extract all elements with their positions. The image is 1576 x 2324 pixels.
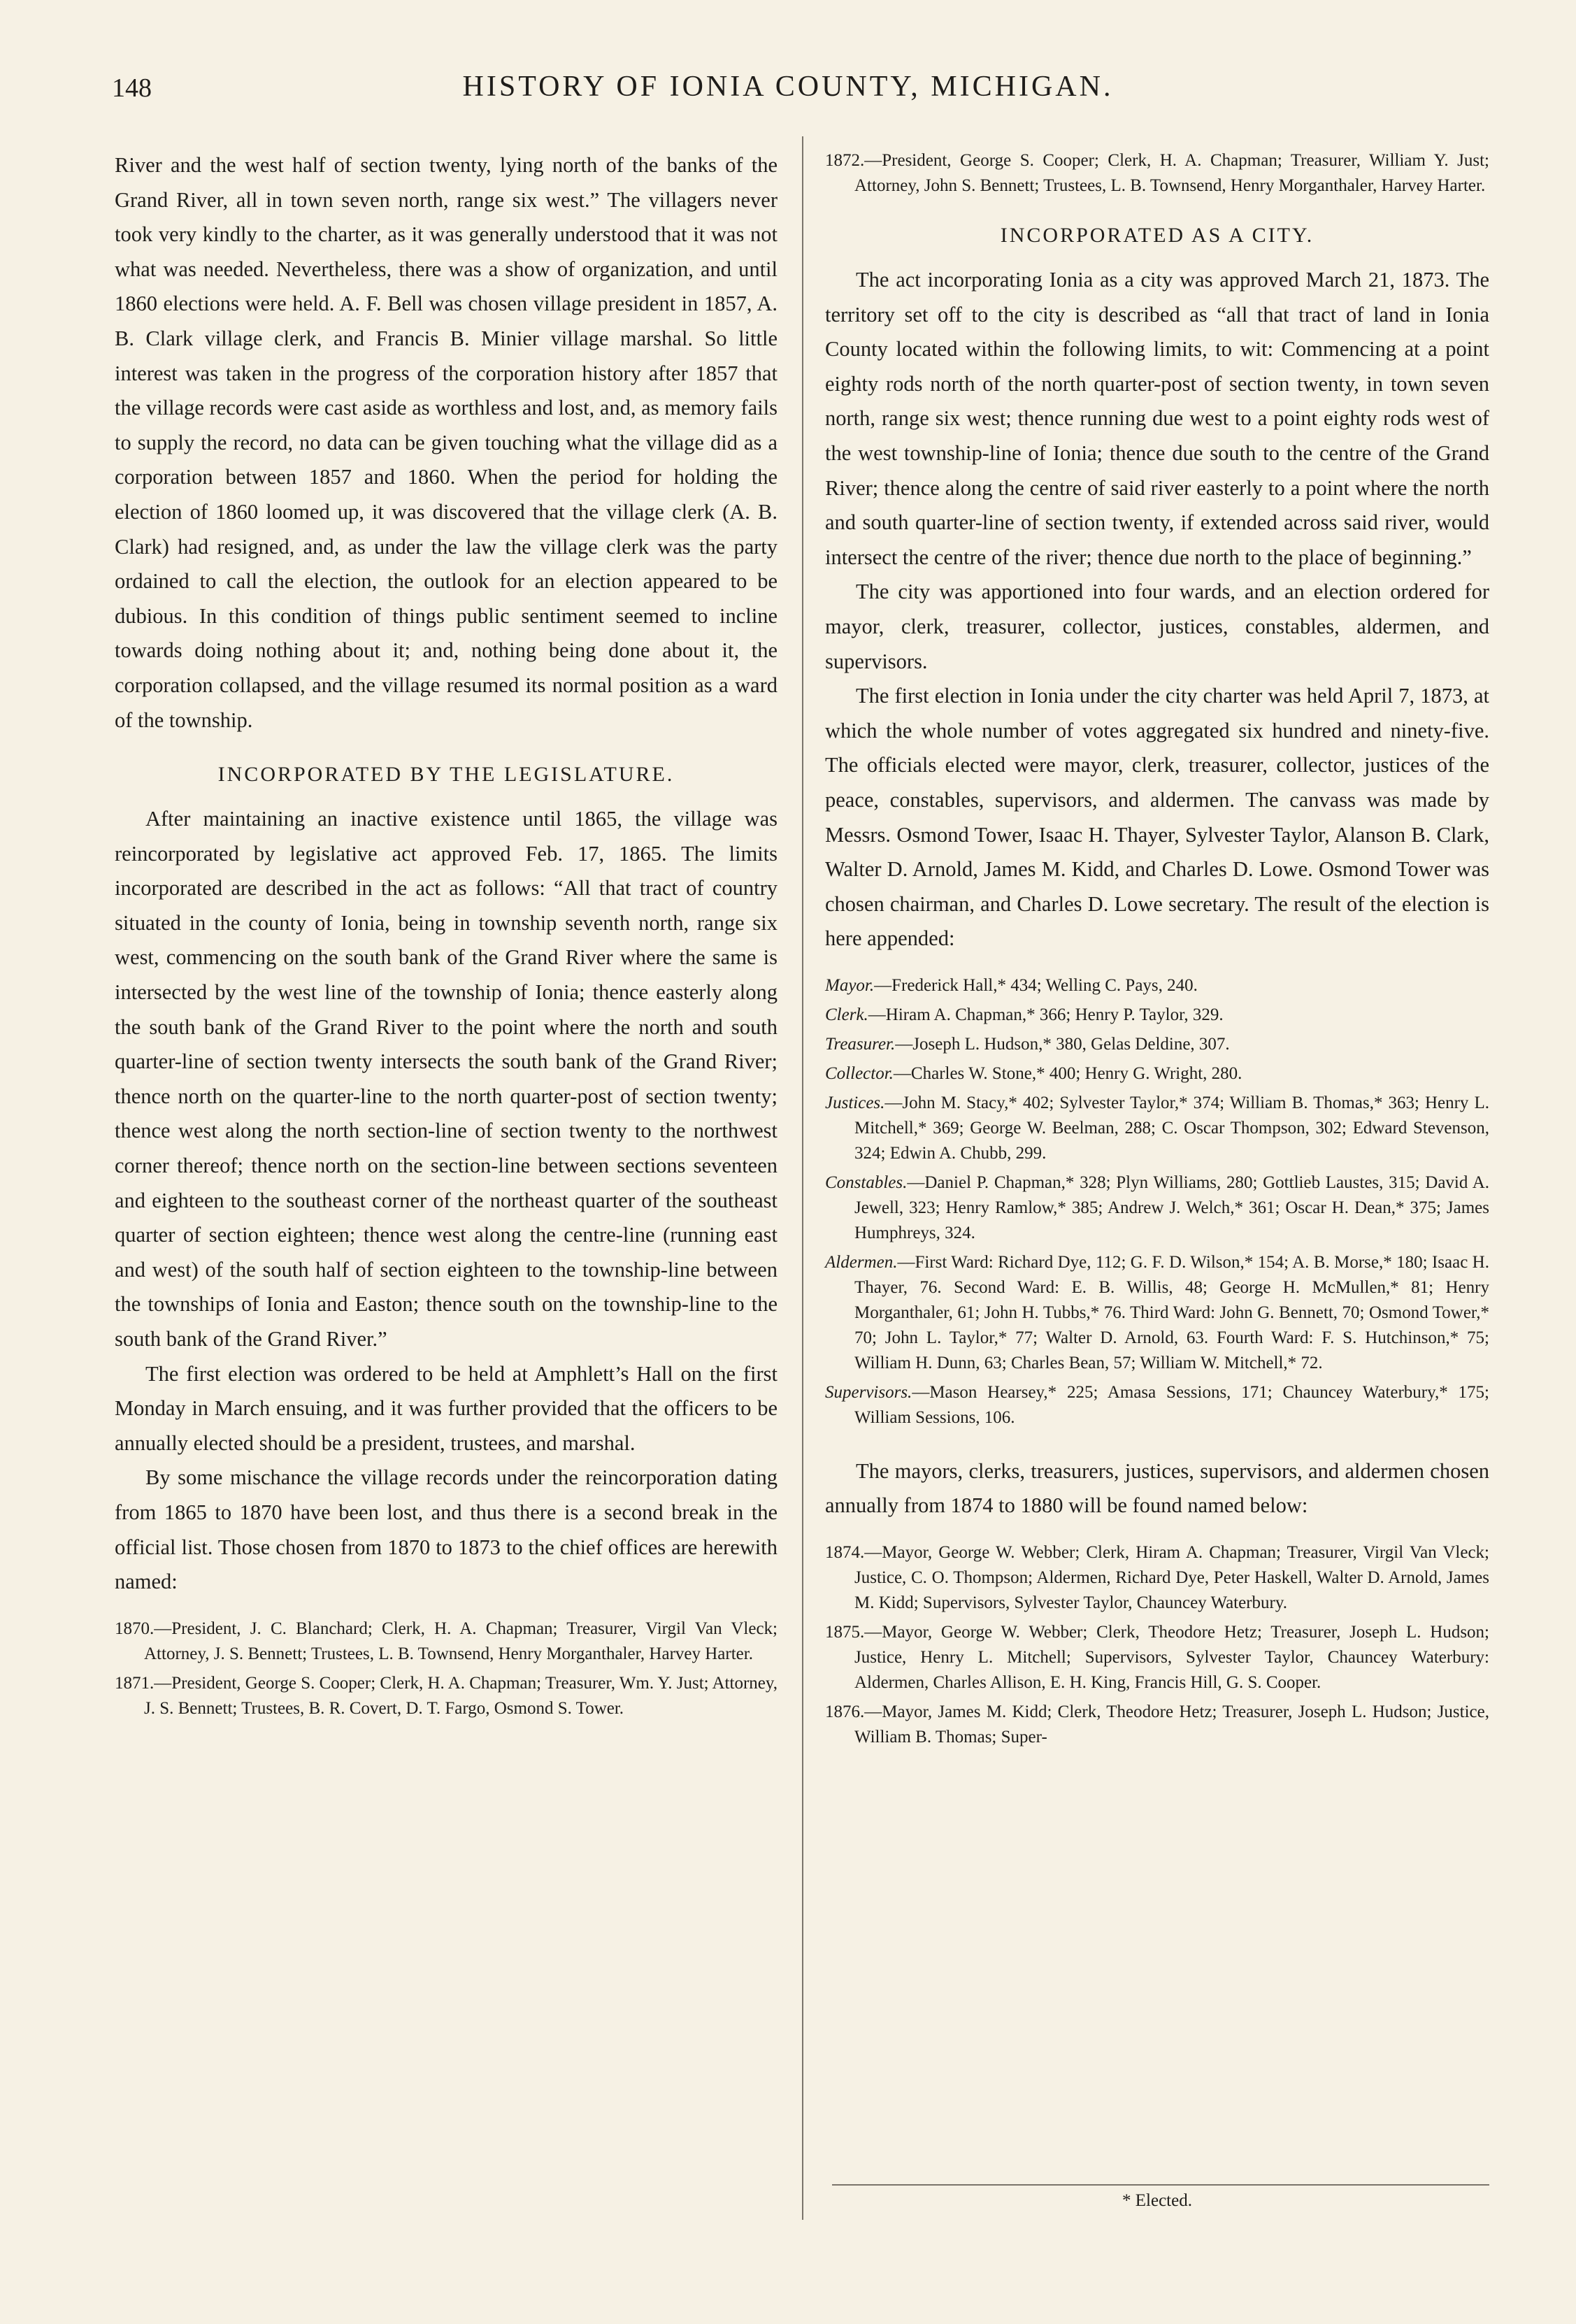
paragraph: River and the west half of section twenty, lying north of the banks of the Grand River, all in town seven north, range six west.” The villagers never took very kindly to the charter, as it was generally understood that it was not what was needed. Nevertheless, there was a show of organization, and until 1860 elections were held. A. F. Bell was chosen village president in 1857, A. B. Clark village clerk, and Francis B. Minier village marshal. So little interest was taken in the progress of the corporation history after 1857 that the village records were cast aside as worthless and lost, and, as memory fails to supply the record, no data can be given touching what the village did as a corporation between 1857 and 1860. When the period for holding the election of 1860 loomed up, it was discovered that the village clerk (A. B. Clark) had resigned, and, as under the law the village clerk was the party ordained to call the election, the outlook for an election appeared to be dubious. In this condition of things public sentiment seemed to incline towards doing nothing about it; and, nothing being done about it, the corporation collapsed, and the village resumed its normal position as a ward of the township. (115, 153, 778, 732)
list-item (825, 973, 1489, 998)
office-label: Treasurer. (825, 1034, 896, 1054)
paragraph: By some mischance the village records under the reincorporation dating from 1865 to 1870 have been lost, and thus there is a second break in the official list. Those chosen from 1870 to 1873 to the chief offices are herewith named: (115, 1465, 778, 1594)
office-result: —Joseph L. Hudson,* 380, Gelas Deldine, 307. (895, 1034, 1230, 1054)
office-label: Aldermen. (825, 1252, 898, 1272)
section-heading: INCORPORATED BY THE LEGISLATURE. (217, 763, 675, 787)
list-item: 1871.—President, George S. Cooper; Clerk, H. A. Chapman; Treasurer, Wm. Y. Just; Attorney, J. S. Bennett; Trustees, B. R. Covert, D. T. Fargo, Osmond S. Tower. (115, 1673, 778, 1718)
left-column (115, 148, 778, 1726)
paragraph: The first election in Ionia under the city charter was held April 7, 1873, at which the whole number of votes aggregated six hundred and ninety-five. The officials elected were mayor, clerk, treasurer, collector, justices of the peace, constables, supervisors, and aldermen. The canvass was made by Messrs. Osmond Tower, Isaac H. Thayer, Sylvester Taylor, Alanson B. Clark, Walter D. Arnold, James M. Kidd, and Charles D. Lowe. Osmond Tower was chosen chairman, and Charles D. Lowe secretary. The result of the election is here appended: (825, 684, 1489, 951)
office-label: Constables. (825, 1172, 908, 1192)
list-item (825, 1032, 1489, 1057)
list-item (825, 1091, 1489, 1166)
office-result: —Charles W. Stone,* 400; Henry G. Wright, 280. (893, 1063, 1242, 1083)
list-item (825, 1061, 1489, 1086)
list-item: 1876.—Mayor, James M. Kidd; Clerk, Theodore Hetz; Treasurer, Joseph L. Hudson; Justice, William B. Thomas; Super- (825, 1702, 1489, 1747)
page-number: 148 (112, 73, 152, 103)
paragraph: The city was apportioned into four wards, and an election ordered for mayor, clerk, treasurer, collector, justices, constables, aldermen, and supervisors. (825, 580, 1489, 673)
office-label: Mayor. (825, 975, 875, 995)
page-header (0, 64, 1576, 113)
footnote-rule (832, 2184, 1489, 2186)
section-heading: INCORPORATED AS A CITY. (1000, 224, 1314, 247)
paragraph: The act incorporating Ionia as a city was approved March 21, 1873. The territory set off to the city is described as “all that tract of land in Ionia County located within the following limits, to wit: Commencing at a point eighty rods north of the north quarter-post of section twenty, in town seven north, range six west; thence running due west to a point eighty rods west of the west township-line of Ionia; thence due south to the centre of the Grand River; thence along the centre of said river easterly to a point where the north and south quarter-line of section twenty, if extended across said river, would intersect the centre of the river; thence due north to the place of beginning.” (825, 268, 1489, 569)
annual-officers-list (825, 1540, 1489, 1750)
office-result: —Frederick Hall,* 434; Welling C. Pays, 240. (874, 975, 1198, 995)
office-label: Justices. (825, 1093, 885, 1112)
footnote: * Elected. (1122, 2191, 1192, 2210)
office-result: —First Ward: Richard Dye, 112; G. F. D. Wilson,* 154; A. B. Morse,* 180; Isaac H. Thayer, 76. Second Ward: E. B. Willis, 48; George H. McMullen,* 81; Henry Morganthaler, 61; John H. Tubbs,* 76. Third Ward: John G. Bennett, 70; Osmond Tower,* 70; John L. Taylor,* 77; Walter D. Arnold, 63. Fourth Ward: F. S. Hutchinson,* 75; William H. Dunn, 63; Charles Bean, 57; William W. Mitchell,* 72. (854, 1252, 1489, 1372)
list-item: 1870.—President, J. C. Blanchard; Clerk, H. A. Chapman; Treasurer, Virgil Van Vleck; Attorney, J. S. Bennett; Trustees, L. B. Townsend, Henry Morganthaler, Harvey Harter. (115, 1619, 778, 1663)
list-item (825, 1003, 1489, 1028)
office-result: —John M. Stacy,* 402; Sylvester Taylor,* 374; William B. Thomas,* 363; Henry L. Mitchell,* 369; George W. Beelman, 288; C. Oscar Thompson, 302; Edward Stevenson, 324; Edwin A. Chubb, 299. (854, 1093, 1489, 1163)
right-column (825, 148, 1489, 1754)
paragraph: After maintaining an inactive existence until 1865, the village was reincorporated by legislative act approved Feb. 17, 1865. The limits incorporated are described in the act as follows: “All that tract of country situated in the county of Ionia, being in township seventh north, range six west, commencing on the south bank of the Grand River where the same is intersected by the west line of the township of Ionia; thence easterly along the south bank of the Grand River to the point where the north and south quarter-line of section twenty intersects the south bank of the Grand River; thence north on the quarter-line to the north quarter-post of section twenty; thence west along the north section-line of section twenty to the northwest corner thereof; thence north on the section-line between sections seventeen and eighteen to the southeast corner of the northeast quarter of the southeast quarter of section eighteen; thence west along the centre-line (running east and west) of the south half of section eighteen to the township-line between the townships of Ionia and Easton; thence south on the township-line to the south bank of the Grand River.” (115, 807, 778, 1351)
list-item: 1875.—Mayor, George W. Webber; Clerk, Theodore Hetz; Treasurer, Joseph L. Hudson; Justice, Henry L. Mitchell; Supervisors, Sylvester Taylor, Chauncey Waterbury: Aldermen, Charles Allison, E. H. King, Francis Hill, G. S. Cooper. (825, 1623, 1489, 1693)
office-label: Clerk. (825, 1005, 868, 1024)
list-item (825, 1380, 1489, 1430)
list-item (825, 1170, 1489, 1246)
list-item: 1872.—President, George S. Cooper; Clerk, H. A. Chapman; Treasurer, William Y. Just; Attorney, John S. Bennett; Trustees, L. B. Townsend, Henry Morganthaler, Harvey Harter. (825, 151, 1489, 195)
election-results (825, 973, 1489, 1430)
running-head: HISTORY OF IONIA COUNTY, MICHIGAN. (462, 71, 1114, 103)
officers-list (115, 1616, 778, 1721)
list-item (825, 1250, 1489, 1376)
office-label: Collector. (825, 1063, 894, 1083)
paragraph: The first election was ordered to be held at Amphlett’s Hall on the first Monday in March ensuing, and it was further provided that the officers to be annually elected should be a president, trustees, and marshal. (115, 1361, 778, 1455)
list-item: 1874.—Mayor, George W. Webber; Clerk, Hiram A. Chapman; Treasurer, Virgil Van Vleck; Justice, C. O. Thompson; Aldermen, Richard Dye, Peter Haskell, Walter D. Arnold, James M. Kidd; Supervisors, Sylvester Taylor, Chauncey Waterbury. (825, 1543, 1489, 1613)
office-result: —Hiram A. Chapman,* 366; Henry P. Taylor, 329. (868, 1005, 1224, 1024)
office-result: —Mason Hearsey,* 225; Amasa Sessions, 171; Chauncey Waterbury,* 175; William Sessions, 106. (854, 1382, 1489, 1427)
column-divider (802, 136, 803, 2220)
paragraph: The mayors, clerks, treasurers, justices, supervisors, and aldermen chosen annually from 1874 to 1880 will be found named below: (825, 1458, 1489, 1518)
office-label: Supervisors. (825, 1382, 912, 1402)
office-result: —Daniel P. Chapman,* 328; Plyn Williams, 280; Gottlieb Laustes, 315; David A. Jewell, 323; Henry Ramlow,* 385; Andrew J. Welch,* 361; Oscar H. Dean,* 375; James Humphreys, 324. (854, 1172, 1489, 1242)
